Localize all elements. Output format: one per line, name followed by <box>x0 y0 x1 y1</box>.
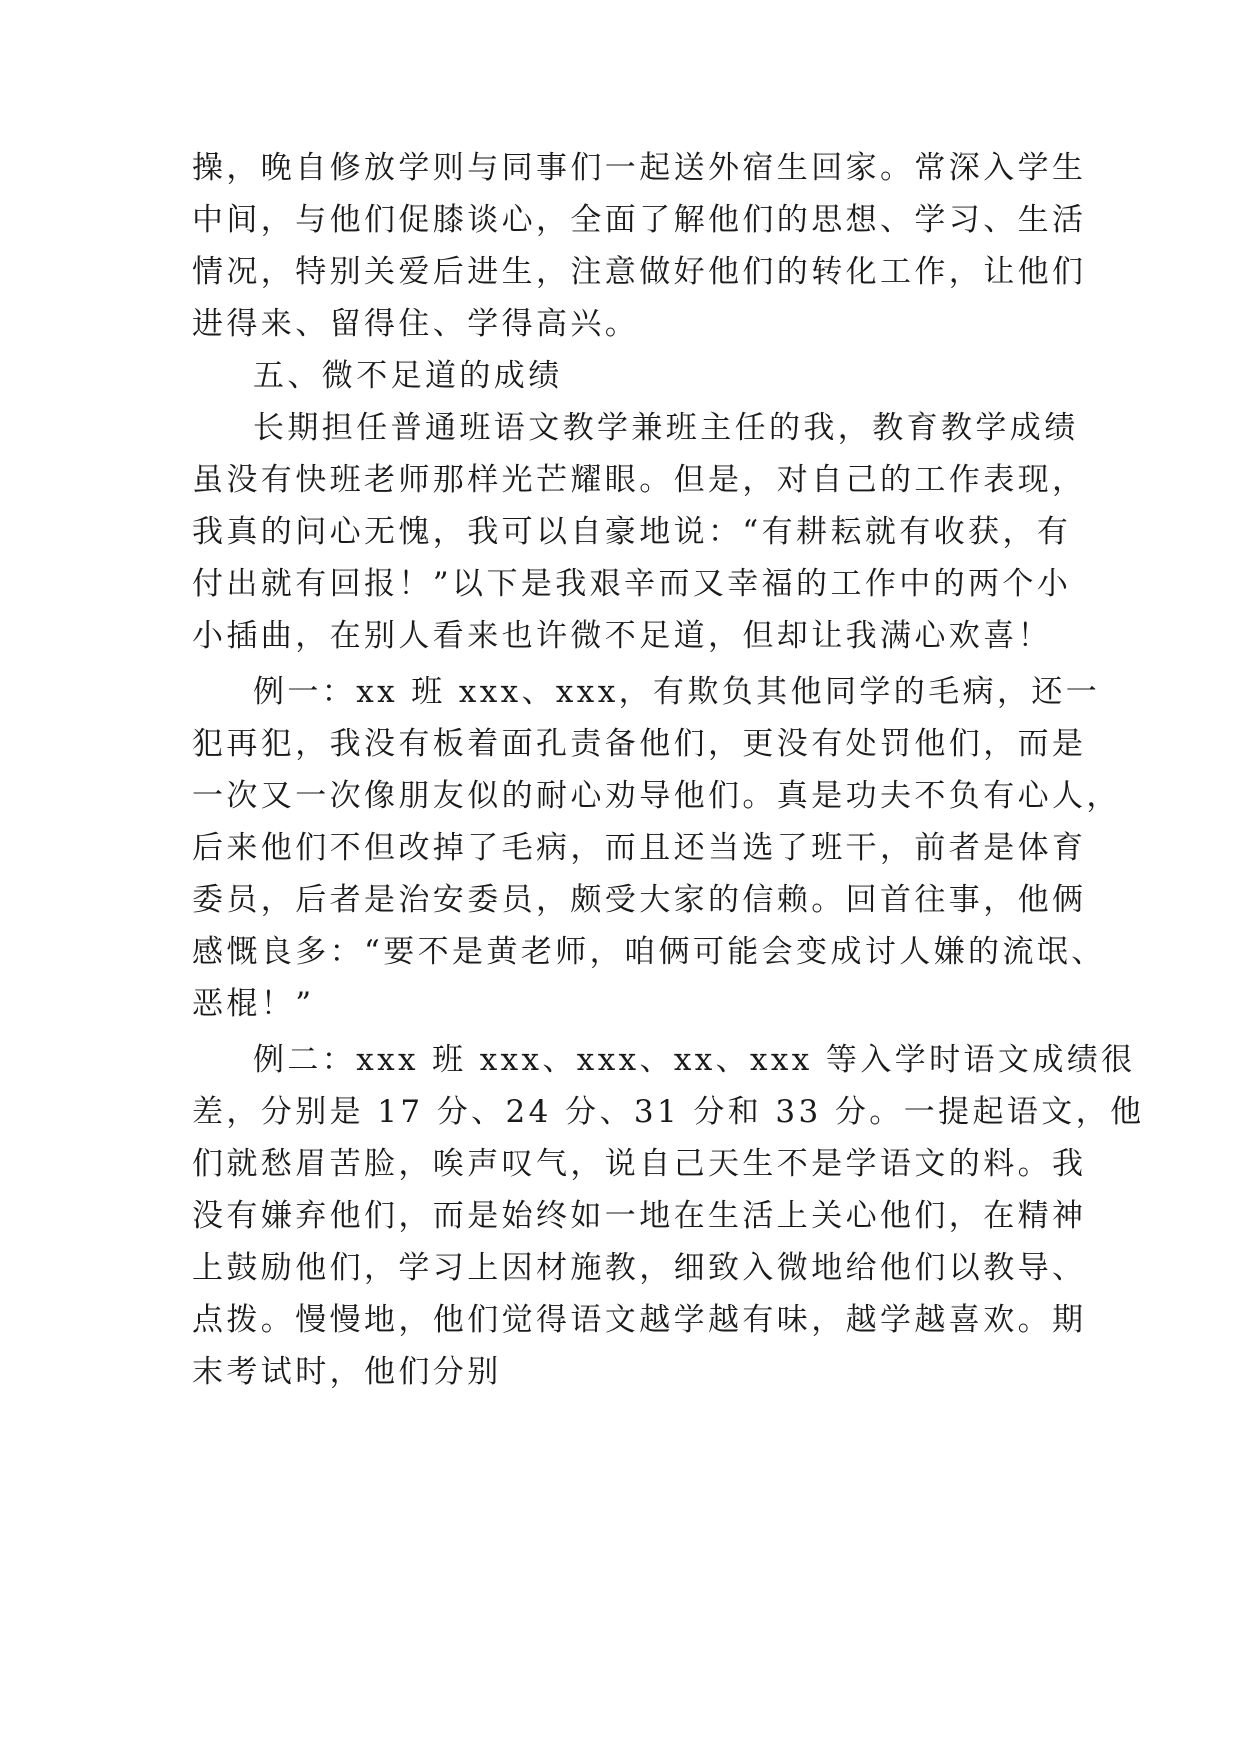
text-line: 小插曲，在别人看来也许微不足道，但却让我满心欢喜！ <box>192 618 1052 654</box>
text-line: 差，分别是 17 分、24 分、31 分和 33 分。一提起语文，他 <box>192 1094 1145 1130</box>
section-heading: 五、微不足道的成绩 <box>253 358 563 394</box>
text-line: 例一：xx 班 xxx、xxx，有欺负其他同学的毛病，还一 <box>253 674 1101 710</box>
text-line: 情况，特别关爱后进生，注意做好他们的转化工作，让他们 <box>192 254 1087 290</box>
text-line: 点拨。慢慢地，他们觉得语文越学越有味，越学越喜欢。期 <box>192 1302 1087 1338</box>
text-line: 虽没有快班老师那样光芒耀眼。但是，对自己的工作表现， <box>192 462 1087 498</box>
text-line: 一次又一次像朋友似的耐心劝导他们。真是功夫不负有心人， <box>192 778 1121 814</box>
text-line: 长期担任普通班语文教学兼班主任的我，教育教学成绩 <box>253 410 1079 446</box>
text-line: 委员，后者是治安委员，颇受大家的信赖。回首往事，他俩 <box>192 882 1087 918</box>
text-line: 付出就有回报！”以下是我艰辛而又幸福的工作中的两个小 <box>192 566 1072 602</box>
text-line: 我真的问心无愧，我可以自豪地说：“有耕耘就有收获，有 <box>192 514 1072 550</box>
text-line: 进得来、留得住、学得高兴。 <box>192 306 640 342</box>
text-line: 后来他们不但改掉了毛病，而且还当选了班干，前者是体育 <box>192 830 1087 866</box>
text-line: 没有嫌弃他们，而是始终如一地在生活上关心他们，在精神 <box>192 1198 1087 1234</box>
text-line: 犯再犯，我没有板着面孔责备他们，更没有处罚他们，而是 <box>192 726 1087 762</box>
text-line: 上鼓励他们，学习上因材施教，细致入微地给他们以教导、 <box>192 1250 1087 1286</box>
text-line: 恶棍！” <box>192 986 315 1022</box>
text-line: 例二：xxx 班 xxx、xxx、xx、xxx 等入学时语文成绩很 <box>253 1042 1136 1078</box>
text-line: 们就愁眉苦脸，唉声叹气，说自己天生不是学语文的料。我 <box>192 1146 1087 1182</box>
text-line: 中间，与他们促膝谈心，全面了解他们的思想、学习、生活 <box>192 202 1087 238</box>
text-line: 末考试时，他们分别 <box>192 1354 502 1390</box>
text-line: 操，晚自修放学则与同事们一起送外宿生回家。常深入学生 <box>192 150 1087 186</box>
text-line: 感慨良多：“要不是黄老师，咱俩可能会变成讨人嫌的流氓、 <box>192 934 1106 970</box>
